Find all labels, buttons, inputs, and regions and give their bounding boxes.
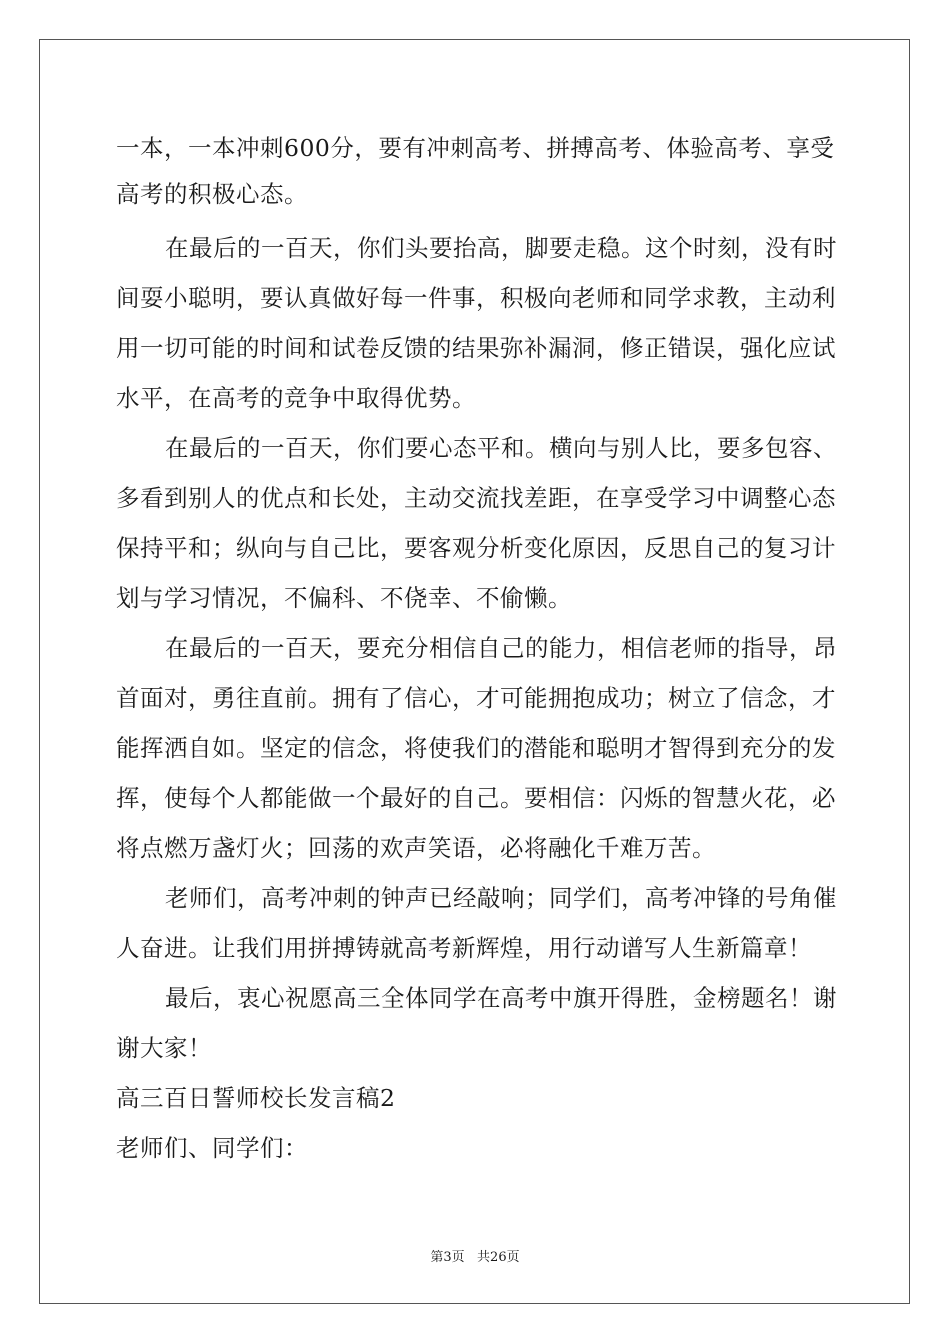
page-number-footer: 第3页 共26页 [430,1250,520,1265]
text-line: 多看到别人的优点和长处，主动交流找差距，在享受学习中调整心态 [116,484,836,512]
text-line: 能挥洒自如。坚定的信念，将使我们的潜能和聪明才智得到充分的发 [116,734,836,762]
text-line: 一本，一本冲刺600分，要有冲刺高考、拼搏高考、体验高考、享受 [116,134,835,162]
salutation: 老师们、同学们： [116,1134,308,1162]
section-heading: 高三百日誓师校长发言稿2 [116,1084,396,1112]
text-line: 划与学习情况，不偏科、不侥幸、不偷懒。 [116,584,572,612]
text-line: 在最后的一百天，要充分相信自己的能力，相信老师的指导，昂 [165,634,837,662]
text-line: 保持平和；纵向与自己比，要客观分析变化原因，反思自己的复习计 [116,534,836,562]
text-line: 用一切可能的时间和试卷反馈的结果弥补漏洞，修正错误，强化应试 [116,334,836,362]
text-line: 在最后的一百天，你们头要抬高，脚要走稳。这个时刻，没有时 [165,234,837,262]
text-line: 间耍小聪明，要认真做好每一件事，积极向老师和同学求教，主动利 [116,284,836,312]
text-line: 老师们，高考冲刺的钟声已经敲响；同学们，高考冲锋的号角催 [165,884,837,912]
text-line: 挥，使每个人都能做一个最好的自己。要相信：闪烁的智慧火花，必 [116,784,836,812]
text-line: 水平，在高考的竞争中取得优势。 [116,384,476,412]
text-line: 最后，衷心祝愿高三全体同学在高考中旗开得胜，金榜题名！谢 [165,984,837,1012]
text-line: 在最后的一百天，你们要心态平和。横向与别人比，要多包容、 [165,434,837,462]
text-line: 谢大家！ [116,1034,212,1062]
text-line: 高考的积极心态。 [116,180,308,208]
text-line: 人奋进。让我们用拼搏铸就高考新辉煌，用行动谱写人生新篇章！ [116,934,812,962]
text-line: 将点燃万盏灯火；回荡的欢声笑语，必将融化千难万苦。 [116,834,716,862]
text-line: 首面对，勇往直前。拥有了信心，才可能拥抱成功；树立了信念，才 [116,684,836,712]
